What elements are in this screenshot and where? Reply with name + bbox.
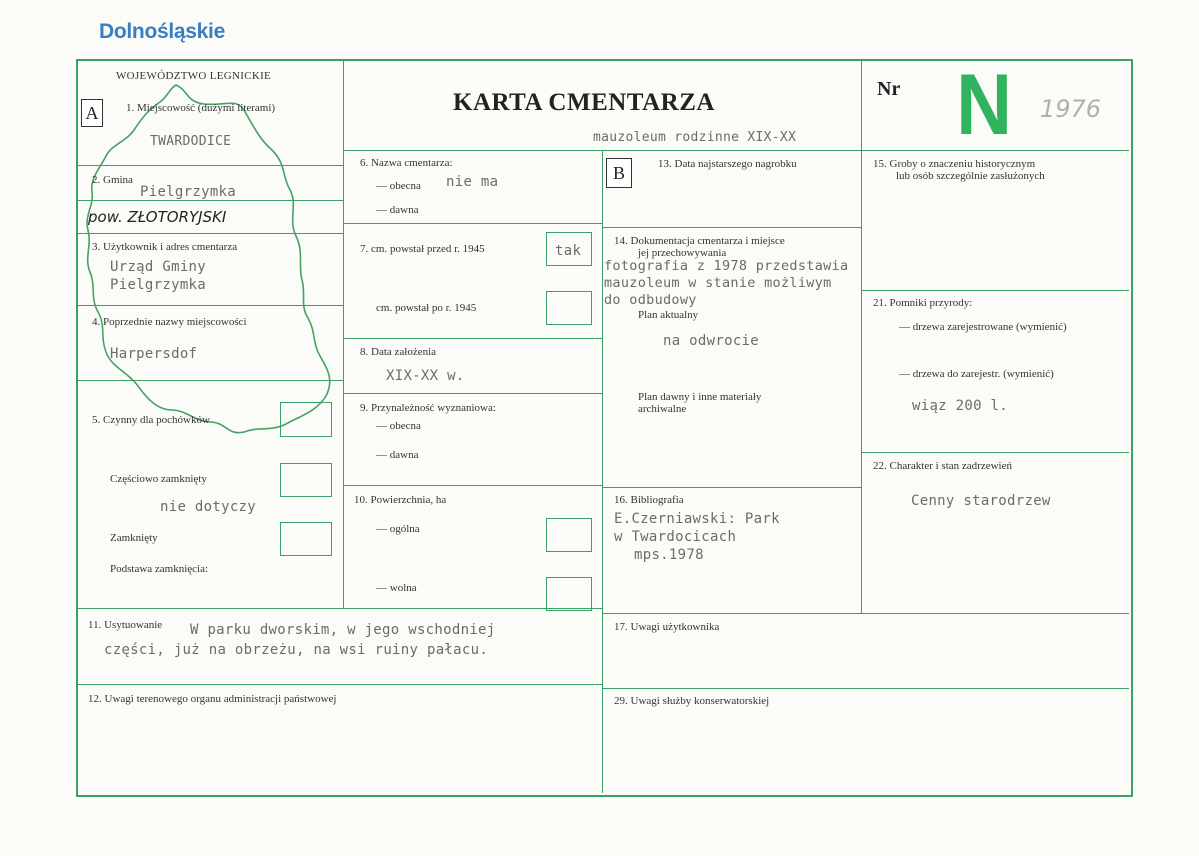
f5-closed-checkbox[interactable] bbox=[280, 522, 332, 556]
f14-label-2: jej przechowywania bbox=[638, 247, 727, 259]
f14-value-3: do odbudowy bbox=[604, 292, 697, 308]
divider-m-0 bbox=[343, 150, 861, 151]
f11-value-2: części, już na obrzeżu, na wsi ruiny pałacu. bbox=[104, 642, 489, 658]
f16-value-2: w Twardocicach bbox=[614, 529, 737, 545]
divider-m-3 bbox=[343, 393, 602, 394]
nr-letter-marker: N bbox=[956, 57, 1013, 153]
divider-r-1 bbox=[861, 290, 1129, 291]
nr-label: Nr bbox=[877, 78, 901, 100]
f3-label: 3. Użytkownik i adres cmentarza bbox=[92, 241, 238, 253]
f5-closed-label: Zamknięty bbox=[110, 532, 158, 544]
f6-current-value: nie ma bbox=[446, 174, 499, 190]
divider-m-4 bbox=[343, 485, 602, 486]
f16-value-1: E.Czerniawski: Park bbox=[614, 511, 780, 527]
divider-b-2 bbox=[602, 487, 861, 488]
f2-value: Pielgrzymka bbox=[140, 184, 237, 200]
brand-text: Dolnośląskie bbox=[99, 20, 225, 43]
f12-label: 12. Uwagi terenowego organu administracji państwowej bbox=[88, 693, 337, 705]
f6-label: 6. Nazwa cmentarza: bbox=[360, 157, 453, 169]
f21-value: wiąz 200 l. bbox=[912, 398, 1009, 414]
f16-label: 16. Bibliografia bbox=[614, 494, 684, 506]
divider-b-1 bbox=[602, 227, 861, 228]
f9-current-label: — obecna bbox=[376, 420, 421, 432]
f14-label-1: 14. Dokumentacja cmentarza i miejsce bbox=[614, 235, 785, 247]
f5-partial-checkbox[interactable] bbox=[280, 463, 332, 497]
f9-label: 9. Przynależność wyznaniowa: bbox=[360, 402, 496, 414]
f29-label: 29. Uwagi służby konserwatorskiej bbox=[614, 695, 770, 707]
divider-m-1 bbox=[343, 223, 602, 224]
f2-county-handwritten: pow. ZŁOTORYJSKI bbox=[88, 208, 227, 226]
divider-r-2 bbox=[861, 452, 1129, 453]
f16-value-3: mps.1978 bbox=[634, 547, 704, 563]
f17-label: 17. Uwagi użytkownika bbox=[614, 621, 720, 633]
divider-b-3 bbox=[602, 613, 1129, 614]
f8-value: XIX-XX w. bbox=[386, 368, 465, 384]
nr-year: 1976 bbox=[1040, 95, 1102, 123]
f15-label-1: 15. Groby o znaczeniu historycznym bbox=[873, 158, 1036, 170]
f10-free-box[interactable] bbox=[546, 577, 592, 611]
f9-former-label: — dawna bbox=[376, 449, 419, 461]
f21-to-register-label: — drzewa do zarejestr. (wymienić) bbox=[899, 368, 1054, 380]
f3-value-1: Urząd Gminy bbox=[110, 259, 207, 275]
f7-before-label: 7. cm. powstał przed r. 1945 bbox=[360, 243, 485, 255]
f15-label-2: lub osób szczególnie zasłużonych bbox=[896, 170, 1045, 182]
f7-after-label: cm. powstał po r. 1945 bbox=[376, 302, 477, 314]
brand-logo bbox=[99, 20, 225, 44]
divider-m-2 bbox=[343, 338, 602, 339]
f7-before-value: tak bbox=[555, 243, 582, 259]
f8-label: 8. Data założenia bbox=[360, 346, 437, 358]
f13-label: 13. Data najstarszego nagrobku bbox=[658, 158, 797, 170]
f10-label: 10. Powierzchnia, ha bbox=[354, 494, 447, 506]
f6-former-label: — dawna bbox=[376, 204, 419, 216]
f2-label: 2. Gmina bbox=[92, 174, 133, 186]
section-b-marker: B bbox=[606, 158, 632, 188]
f11-value-1: W parku dworskim, w jego wschodniej bbox=[190, 622, 496, 638]
f10-free-label: — wolna bbox=[376, 582, 417, 594]
f22-label: 22. Charakter i stan zadrzewień bbox=[873, 460, 1012, 472]
f21-registered-label: — drzewa zarejestrowane (wymienić) bbox=[899, 321, 1067, 333]
f4-value: Harpersdof bbox=[110, 346, 198, 362]
f5-note: nie dotyczy bbox=[160, 499, 257, 515]
divider-v-3 bbox=[861, 61, 862, 614]
f14-plan-current-label: Plan aktualny bbox=[638, 309, 699, 321]
f4-label: 4. Poprzednie nazwy miejscowości bbox=[92, 316, 247, 328]
f6-current-label: — obecna bbox=[376, 180, 421, 192]
f10-total-label: — ogólna bbox=[376, 523, 420, 535]
f7-after-box[interactable] bbox=[546, 291, 592, 325]
f14-value-1: fotografia z 1978 przedstawia bbox=[604, 258, 849, 274]
form-title: KARTA CMENTARZA bbox=[453, 89, 715, 116]
f1-value: TWARDODICE bbox=[150, 134, 232, 149]
f5-partial-label: Częściowo zamknięty bbox=[110, 473, 207, 485]
f14-plan-value: na odwrocie bbox=[663, 333, 760, 349]
f10-total-box[interactable] bbox=[546, 518, 592, 552]
f5-basis-label: Podstawa zamknięcia: bbox=[110, 563, 209, 575]
divider-l-2 bbox=[78, 684, 602, 685]
f5-active-checkbox[interactable] bbox=[280, 402, 332, 437]
f5-label: 5. Czynny dla pochówków bbox=[92, 414, 210, 426]
f21-label: 21. Pomniki przyrody: bbox=[873, 297, 973, 309]
f14-plan-old-label-1: Plan dawny i inne materiały bbox=[638, 391, 762, 403]
voivodeship-label: WOJEWÓDZTWO LEGNICKIE bbox=[116, 70, 272, 82]
f1-label: 1. Miejscowość (dużymi literami) bbox=[126, 102, 276, 114]
f14-plan-old-label-2: archiwalne bbox=[638, 403, 687, 415]
f22-value: Cenny starodrzew bbox=[911, 493, 1051, 509]
f3-value-2: Pielgrzymka bbox=[110, 277, 207, 293]
divider-b-4 bbox=[602, 688, 1129, 689]
section-a-marker: A bbox=[81, 99, 103, 127]
f14-value-2: mauzoleum w stanie możliwym bbox=[604, 275, 832, 291]
divider-l-1 bbox=[78, 608, 602, 609]
f11-label: 11. Usytuowanie bbox=[88, 619, 163, 631]
form-subtitle: mauzoleum rodzinne XIX-XX bbox=[593, 130, 797, 145]
divider-v-2 bbox=[602, 151, 603, 793]
